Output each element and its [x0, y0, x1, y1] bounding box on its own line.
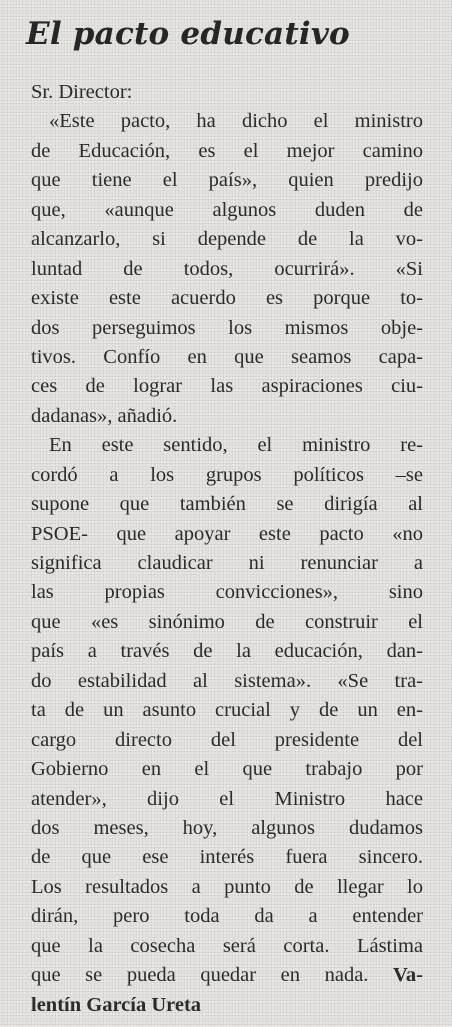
text-line: existe este acuerdo es porque to- [31, 287, 423, 310]
text-line: «Este pacto, ha dicho el ministro [49, 110, 423, 133]
text-line: dos perseguimos los mismos obje- [31, 316, 423, 339]
text-line: atender», dijo el Ministro hace [31, 787, 423, 810]
text-line: PSOE- que apoyar este pacto «no [31, 522, 423, 545]
text-line: de Educación, es el mejor camino [31, 139, 423, 162]
text-line: que «es sinónimo de construir el [31, 610, 423, 633]
text-line: cargo directo del presidente del [31, 728, 423, 751]
text-line-with-signature [31, 961, 423, 990]
text-line: luntad de todos, ocurrirá». «Si [31, 257, 423, 280]
text-line: ta de un asunto crucial y de un en- [31, 699, 423, 722]
text-line: ces de lograr las aspiraciones ciu- [31, 375, 423, 398]
text-line: país a través de la educación, dan- [31, 640, 423, 663]
headline: El pacto educativo [26, 16, 350, 52]
text-line-end: que se pueda quedar en nada. [31, 964, 369, 987]
text-line: dadanas», añadió. [31, 404, 178, 427]
text-line: cordó a los grupos políticos –se [31, 463, 423, 486]
text-line: En este sentido, el ministro re- [49, 434, 423, 457]
signature-start: Va- [393, 964, 423, 987]
text-line: que la cosecha será corta. Lástima [31, 934, 423, 957]
text-line: supone que también se dirigía al [31, 493, 423, 516]
text-line: dos meses, hoy, algunos dudamos [31, 816, 423, 839]
letter-body [31, 78, 423, 1020]
text-line: Los resultados a punto de llegar lo [31, 875, 423, 898]
text-line: las propias convicciones», sino [31, 581, 423, 604]
text-line: dirán, pero toda da a entender [31, 905, 423, 928]
text-line: significa claudicar ni renunciar a [31, 552, 423, 574]
text-line: tivos. Confío en que seamos capa- [31, 345, 423, 368]
text-line: Gobierno en el que trabajo por [31, 758, 423, 781]
text-line: que tiene el país», quien predijo [31, 169, 423, 192]
text-line: que, «aunque algunos duden de [31, 198, 423, 221]
signature: lentín García Ureta [31, 993, 202, 1016]
text-line: do estabilidad al sistema». «Se tra- [31, 669, 423, 692]
salutation: Sr. Director: [31, 81, 133, 103]
text-line: de que ese interés fuera sincero. [31, 846, 423, 869]
text-line: alcanzarlo, si depende de la vo- [31, 228, 423, 251]
